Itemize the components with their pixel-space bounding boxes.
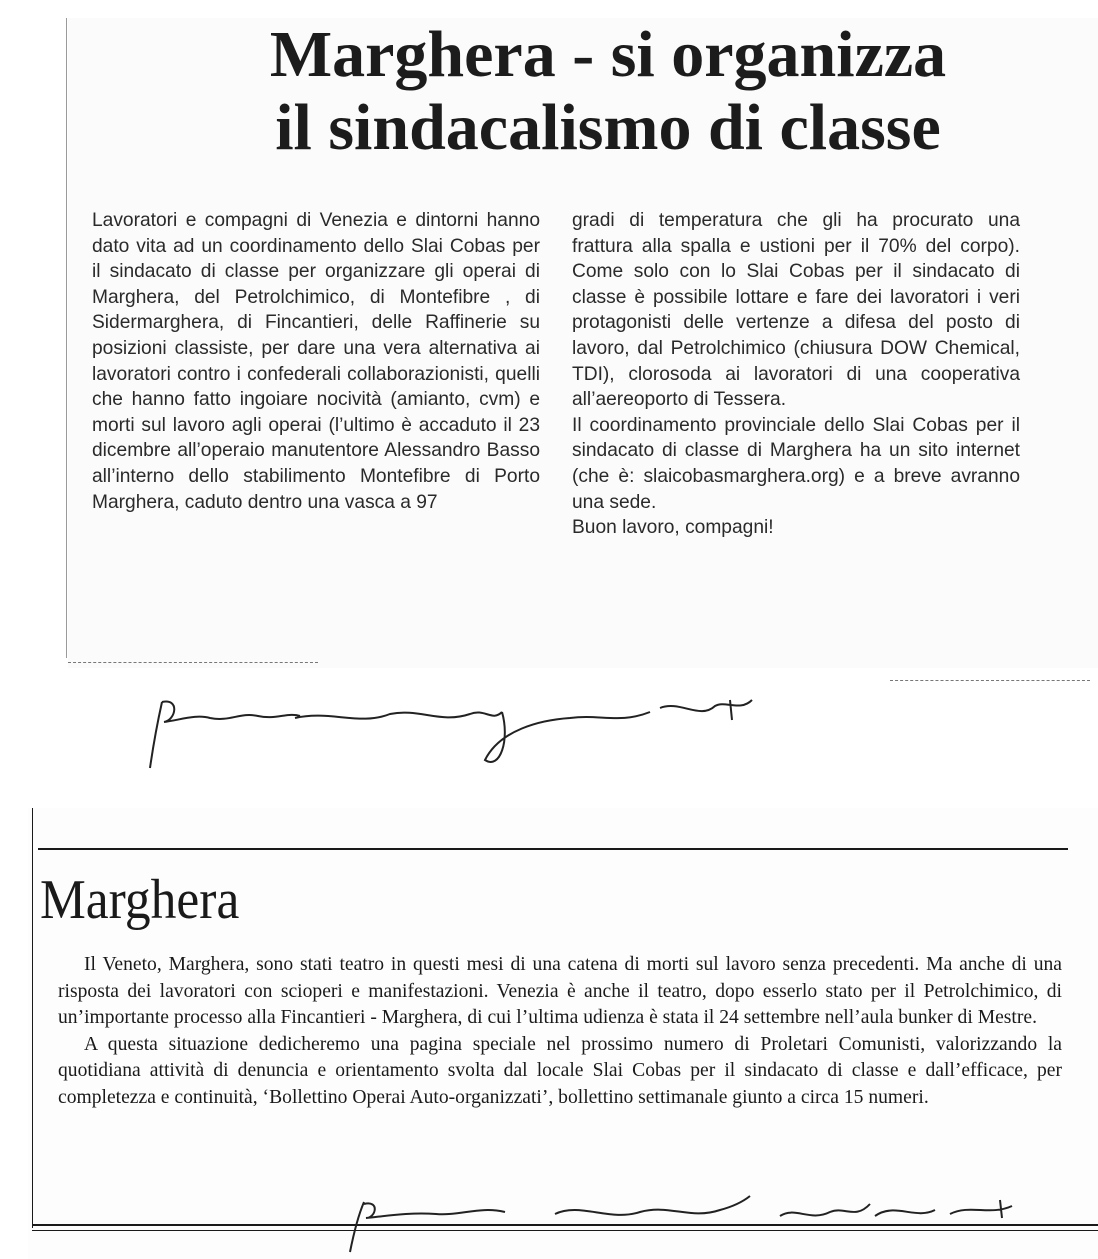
left-border: [32, 808, 33, 1228]
headline-line-2: il sindacalismo di classe: [275, 91, 941, 164]
top-rule: [38, 848, 1068, 850]
handwritten-note-1: [140, 690, 760, 780]
headline-line-1: Marghera - si organizza: [269, 18, 947, 91]
article-1-headline: [128, 18, 1088, 164]
article-1-column-left: [92, 208, 540, 515]
article-1-column-right: [572, 208, 1020, 541]
clipping-article-1: [68, 18, 1098, 668]
article-2-paragraph-2: A questa situazione dedicheremo una pagina speciale nel prossimo numero di Proletari Comunisti, valorizzando la quotidiana attività di denuncia e orientamento svolta dal locale Slai Cobas per il sindacato di classe e dall’efficace, per completezza e continuità, ‘Bollettino Operai Auto-organizzati’, bollettino settimanale giunto a circa 15 numeri.: [58, 1033, 1062, 1108]
column-right-paragraph-2: Il coordinamento provinciale dello Slai Cobas per il sindacato di classe di Marghera ha un sito internet (che è: slaicobasmarghera.org) e a breve avranno una sede.: [572, 414, 1020, 513]
scan-edge-line: [66, 18, 67, 658]
cut-line: [68, 662, 318, 663]
handwritten-note-2-text: [350, 1202, 1050, 1230]
article-2-body: [58, 952, 1062, 1111]
article-2-title: Marghera: [40, 869, 240, 931]
handwritten-note-2: [340, 1192, 1040, 1256]
cut-line: [890, 680, 1090, 681]
column-left-text: Lavoratori e compagni di Venezia e dintorni hanno dato vita ad un coordinamento dello Slai Cobas per il sindacato di classe per organizzare gli operai di Marghera, del Petrolchimico, di Montefibre , di Sidermarghera, di Fincantieri, delle Raffinerie su posizioni classiste, per dare una vera alternativa ai lavoratori contro i confederali collaborazionisti, quelli che hanno fatto ingoiare nocività (amianto, cvm) e morti sul lavoro agli operai (l’ultimo è accaduto il 23 dicembre all’operaio manutentore Alessandro Basso all’interno dello stabilimento Montefibre di Porto Marghera, caduto dentro una vasca a 97: [92, 210, 540, 513]
article-2-paragraph-1: Il Veneto, Marghera, sono stati teatro in questi mesi di una catena di morti sul lavoro senza precedenti. Ma anche di una risposta dei lavoratori con scioperi e manifestazioni. Venezia è anche il teatro, dopo esserlo stato per il Petrolchimico, di un’importante processo alla Fincantieri - Marghera, di cui l’ultima udienza è stata il 24 settembre nell’aula bunker di Mestre.: [58, 954, 1062, 1028]
column-right-paragraph-3: Buon lavoro, compagni!: [572, 517, 774, 539]
column-right-paragraph-1: gradi di temperatura che gli ha procurato una frattura alla spalla e ustioni per il 70% del corpo). Come solo con lo Slai Cobas per il sindacato di classe è possibile lottare e fare dei lavoratori i veri protagonisti delle vertenze a difesa del posto di lavoro, dal Petrolchimico (chiusura DOW Chemical, TDI), clorosoda ai lavoratori di una cooperativa all’aereoporto di Tessera.: [572, 210, 1020, 411]
handwritten-note-1-text: [150, 712, 770, 742]
